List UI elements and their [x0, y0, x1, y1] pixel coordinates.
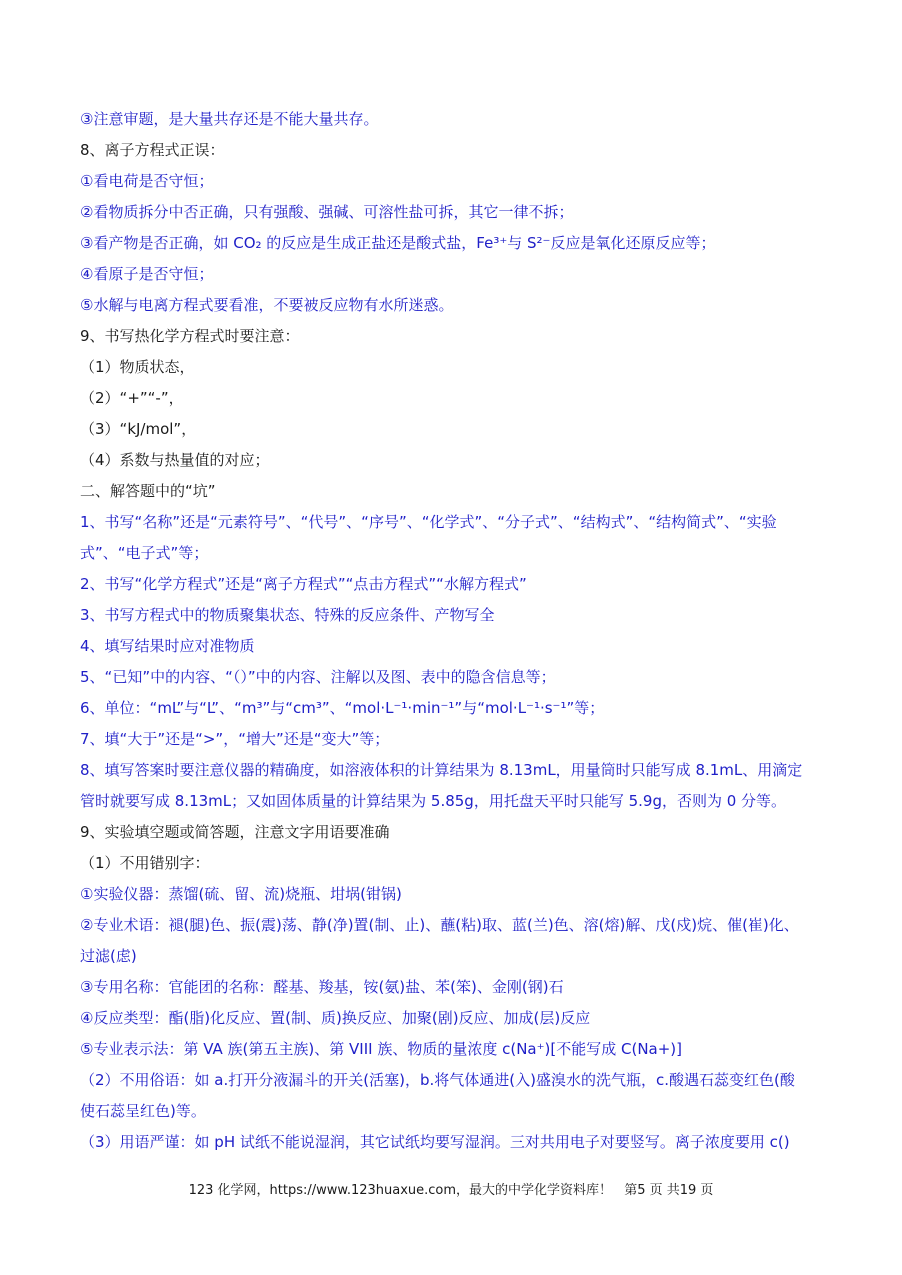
- text-line: 8、离子方程式正误：: [80, 141, 225, 159]
- text-line: 5、“已知”中的内容、“（）”中的内容、注解以及图、表中的隐含信息等；: [80, 668, 556, 686]
- text-line: 7、填“大于”还是“>”，“增大”还是“变大”等；: [80, 730, 390, 748]
- text-line: ②看物质拆分中否正确，只有强酸、强碱、可溶性盐可拆，其它一律不拆；: [80, 203, 574, 221]
- text-line: （3）“kJ/mol”，: [80, 420, 197, 438]
- text-line: 2、书写“化学方程式”还是“离子方程式”“点击方程式”“水解方程式”: [80, 575, 527, 593]
- document-body: [80, 104, 820, 1158]
- text-line: 9、书写热化学方程式时要注意：: [80, 327, 300, 345]
- text-line: 6、单位：“mL”与“L”、“m³”与“cm³”、“mol·L⁻¹·min⁻¹”与“mol·L⁻¹·s⁻¹”等；: [80, 699, 605, 717]
- text-line: ④反应类型：酯(脂)化反应、置(制、质)换反应、加聚(剧)反应、加成(层)反应: [80, 1009, 591, 1027]
- text-line: ①实验仪器：蒸馏(硫、留、流)烧瓶、坩埚(钳锅): [80, 885, 402, 903]
- text-line: 9、实验填空题或简答题，注意文字用语要准确: [80, 823, 390, 841]
- text-line: （2）不用俗语：如 a.打开分液漏斗的开关(活塞)，b.将气体通进(入)盛溴水的洗气瓶，c.酸遇石蕊变红色(酸: [80, 1071, 795, 1089]
- text-line: 3、书写方程式中的物质聚集状态、特殊的反应条件、产物写全: [80, 606, 495, 624]
- text-line: ③专用名称：官能团的名称：醛基、羧基，铵(氨)盐、苯(笨)、金刚(钢)石: [80, 978, 564, 996]
- text-line: ①看电荷是否守恒；: [80, 172, 214, 190]
- page-footer: [0, 1179, 902, 1198]
- text-line: （3）用语严谨：如 pH 试纸不能说湿润，其它试纸均要写湿润。三对共用电子对要竖写。离子浓度要用 c(): [80, 1133, 790, 1151]
- text-line: ③注意审题，是大量共存还是不能大量共存。: [80, 110, 379, 128]
- text-line: 1、书写“名称”还是“元素符号”、“代号”、“序号”、“化学式”、“分子式”、“结构式”、“结构简式”、“实验: [80, 513, 777, 531]
- text-line: （4）系数与热量值的对应；: [80, 451, 270, 469]
- text-line: ②专业术语：褪(腿)色、振(震)荡、静(净)置(制、止)、蘸(粘)取、蓝(兰)色、溶(熔)解、戊(戍)烷、催(崔)化、: [80, 916, 799, 934]
- footer-page-number: 第5 页 共19 页: [624, 1183, 714, 1198]
- text-line: （1）不用错别字：: [80, 854, 210, 872]
- text-line: （2）“+”“-”，: [80, 389, 184, 407]
- text-line: 式”、“电子式”等；: [80, 544, 209, 562]
- text-line: 管时就要写成 8.13mL；又如固体质量的计算结果为 5.85g，用托盘天平时只能写 5.9g，否则为 0 分等。: [80, 792, 787, 810]
- text-line: ⑤水解与电离方程式要看准，不要被反应物有水所迷惑。: [80, 296, 454, 314]
- text-line: 使石蕊呈红色)等。: [80, 1102, 206, 1120]
- text-line: ③看产物是否正确，如 CO₂ 的反应是生成正盐还是酸式盐，Fe³⁺与 S²⁻反应是氧化还原反应等；: [80, 234, 716, 252]
- text-line: 8、填写答案时要注意仪器的精确度，如溶液体积的计算结果为 8.13mL，用量筒时只能写成 8.1mL、用滴定: [80, 761, 803, 779]
- text-line: 4、填写结果时应对准物质: [80, 637, 255, 655]
- text-line: （1）物质状态，: [80, 358, 195, 376]
- text-line: ⑤专业表示法：第 VA 族(第五主族)、第 VIII 族、物质的量浓度 c(Na⁺)[不能写成 C(Na+)]: [80, 1040, 683, 1058]
- text-line: 过滤(虑): [80, 947, 137, 965]
- footer-site: 123 化学网，https://www.123huaxue.com，最大的中学化学资料库！: [188, 1183, 613, 1198]
- text-line: 二、解答题中的“坑”: [80, 482, 216, 500]
- text-line: ④看原子是否守恒；: [80, 265, 214, 283]
